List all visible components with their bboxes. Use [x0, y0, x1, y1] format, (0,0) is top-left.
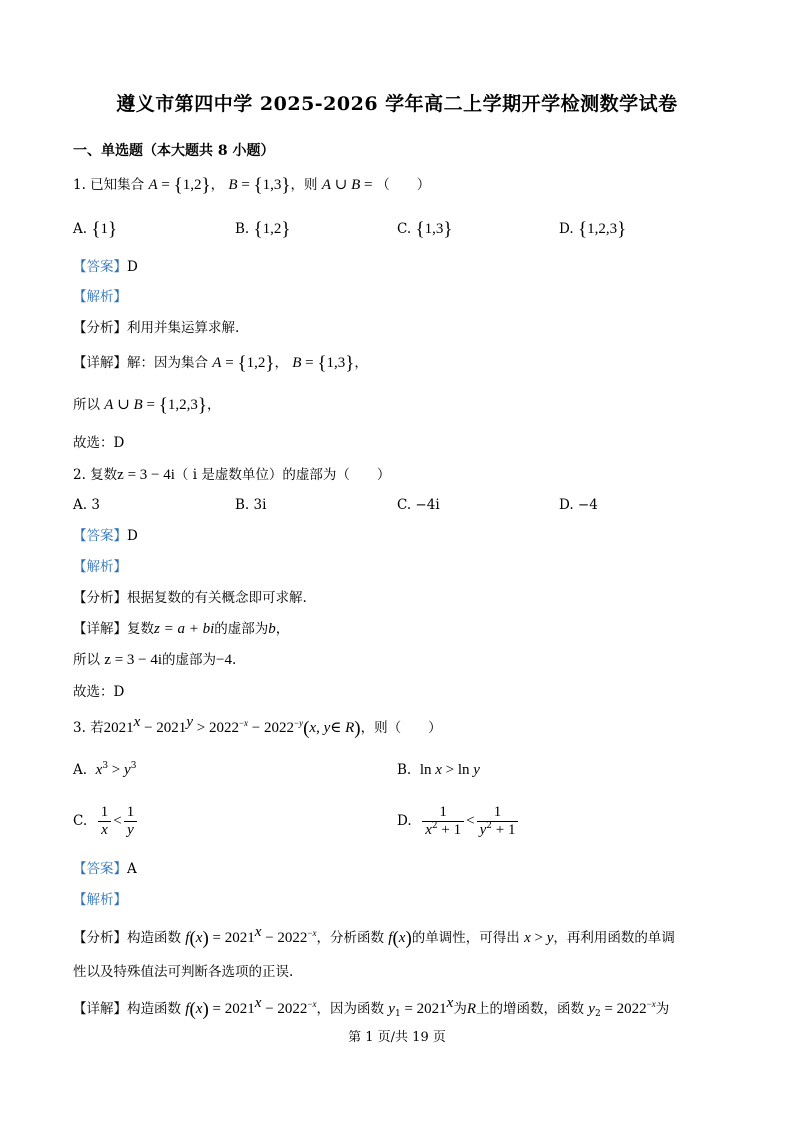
q3-stem: 3. 若$2021^x - 2021^y > 2022^{-x} - 2022^{-y}(x$, y∈ R)，则（ ）	[73, 714, 442, 739]
q2-option-a: A. 3	[73, 497, 100, 513]
q2-fenxi: 【分析】根据复数的有关概念即可求解.	[73, 590, 307, 606]
q2-option-d: D. −4	[559, 497, 598, 513]
q3-analysis-tag: 【解析】	[73, 892, 127, 908]
q2-option-b: B. 3i	[235, 497, 267, 513]
q3-option-b: B. ln x > ln y	[397, 762, 480, 778]
q1-choose: 故选：D	[73, 435, 125, 451]
q2-choose: 故选：D	[73, 684, 125, 700]
q1-stem: 1. 已知集合 A = {1,2}， B = {1,3}，则 A ∪ B = （ ）	[73, 175, 431, 196]
q3-answer: 【答案】A	[73, 861, 137, 877]
page-title: 遵义市第四中学 2025-2026 学年高二上学期开学检测数学试卷	[116, 93, 678, 115]
q2-analysis-tag: 【解析】	[73, 559, 127, 575]
section-heading: 一、单选题（本大题共 8 小题）	[73, 143, 275, 159]
q2-stem: 2. 复数z = 3 − 4i（ i 是虚数单位）的虚部为（ ）	[73, 467, 391, 483]
q3-option-a: A. $x^3 > y^3$	[73, 761, 137, 778]
q1-option-b: B. {1,2}	[235, 219, 291, 240]
q1-option-c: C. {1,3}	[397, 219, 453, 240]
q2-option-c: C. −4i	[397, 497, 440, 513]
q3-option-c: C. $\frac{1}{x}$ < $\frac{1}{y}$	[73, 804, 139, 839]
q3-detail: 【详解】构造函数 $f(x) = 2021^x - 2022^{-x}$，因为函数 $y_1 = 2021^x$为R上的增函数，函数 $y_2 = 2022^{-x}$为	[73, 995, 670, 1020]
q2-detail: 【详解】复数z = a + bi的虚部为b，	[73, 621, 290, 637]
q1-answer: 【答案】D	[73, 259, 138, 275]
q3-fenxi-line2: 性以及特殊值法可判断各选项的正误.	[73, 964, 294, 980]
q1-conclusion: 所以 A ∪ B = {1,2,3}，	[73, 395, 221, 416]
q3-fenxi: 【分析】构造函数 $f(x) = 2021^x - 2022^{-x}$，分析函数 f(x)的单调性，可得出 x > y，再利用函数的单调	[73, 924, 675, 949]
q3-option-d: D. $\frac{1}{x^2 + 1}$ < $\frac{1}{y^2 + 1}$	[397, 804, 520, 839]
q1-option-a: A. {1}	[73, 219, 118, 240]
q1-fenxi: 【分析】利用并集运算求解.	[73, 320, 240, 336]
page-footer: 第 1 页/共 19 页	[348, 1030, 446, 1045]
q1-detail: 【详解】解：因为集合 A = {1,2}， B = {1,3}，	[73, 353, 368, 374]
q1-option-d: D. {1,2,3}	[559, 219, 627, 240]
q2-answer: 【答案】D	[73, 528, 138, 544]
q2-conclusion: 所以 z = 3 − 4i的虚部为−4.	[73, 652, 237, 668]
q1-analysis-tag: 【解析】	[73, 289, 127, 305]
